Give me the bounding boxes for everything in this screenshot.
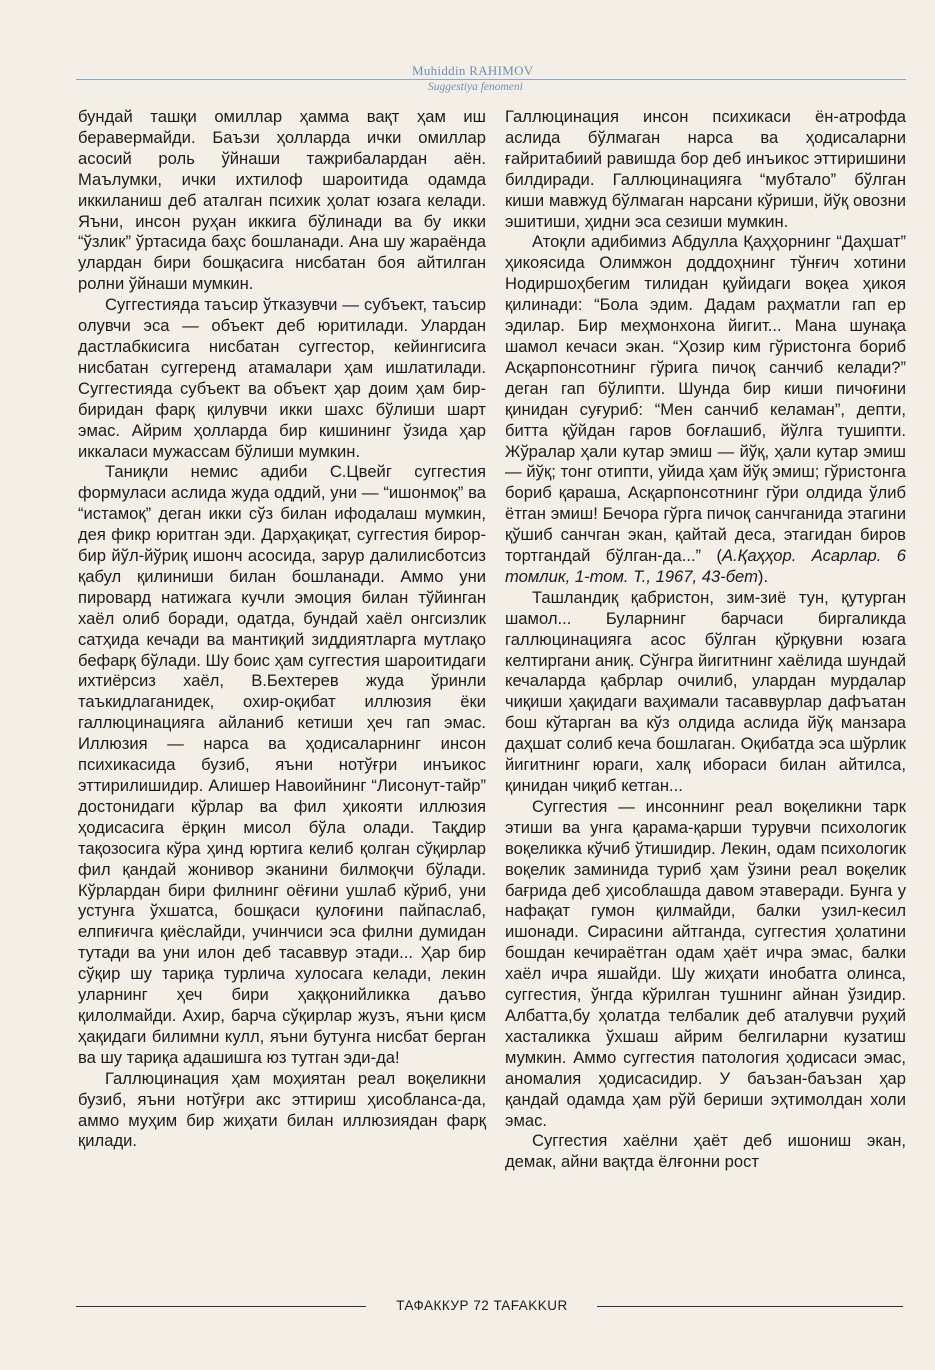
footer-rule-left bbox=[76, 1306, 366, 1307]
paragraph-text: Атоқли адибимиз Абдулла Қаҳҳорнинг “Даҳшат” ҳикоясида Олимжон доддоҳнинг тўнғич хотини Нодиршоҳбегим тилидан қуйидаги воқеа ҳикоя қилинади: “Бола эдим. Дадам раҳматли гап ер эдилар. Бир меҳмонхона йигит... Мана шунақа шамол кечаси экан. “Ҳозир ким гўристонга бориб Асқарпонсотнинг гўрига пичоқ санчиб келади?” деган гап бўлипти. Шунда бир киши пичоғини қинидан суғуриб: “Мен санчиб келаман”, депти, битта қўйдан гаров боғлашиб, йўлга тушипти. Жўралар ҳали кутар эмиш — йўқ, ҳали кутар эмиш — йўқ; тонг отипти, уйида ҳам йўқ эмиш; гўристонга бориб қараша, Асқарпонсотнинг гўри олдида ўлиб ётган эмиш! Бечора гўрга пичоқ санчганида этагини қўшиб санчган экан, қайтай деса, этагидан биров тортгандай бўлган-да...” ( bbox=[505, 232, 906, 566]
paragraph: Галлюцинация инсон психикаси ён-атрофда аслида бўлмаган нарса ва ҳодисаларни ғайритабиий равишда бор деб инъикос эттиришини билдиради. Галлюцинацияга “мубтало” бўлган киши мавжуд бўлмаган нарсани кўриши, йўқ овозни эшитиши, ҳидни эса сезиши мумкин. bbox=[505, 107, 906, 231]
header-rule bbox=[76, 79, 906, 80]
paragraph: бундай ташқи омиллар ҳамма вақт ҳам иш беравермайди. Баъзи ҳолларда ички омиллар асосий роль ўйнаши тажрибалардан аён. Маълумки, ички ихтилоф шароитида одамда иккиланиш деб аталган психик ҳолат юзага келади. Яъни, инсон руҳан иккига бўлинади ва бу икки “ўзлик” ўртасида баҳс бошланади. Ана шу жараёнда улардан бири бошқасига нисбатан боя айтилган ролни ўйнаши мумкин. bbox=[78, 107, 486, 294]
citation-close: ). bbox=[757, 566, 769, 586]
paragraph: Ташландиқ қабристон, зим-зиё тун, қутурган шамол... Буларнинг барчаси биргаликда галлюцинацияга асос бўлган қўрқувни юзага келтиргани аниқ. Сўнгра йигитнинг хаёлида шундай кечаларда қабрлар очилиб, улардан мурдалар чиқиши ҳақидаги ваҳимали тасаввурлар дафъатан бош кўтарган ва кўз олдида аслида йўқ манзара даҳшат солиб кеча бошлаган. Оқибатда эса шўрлик йигитнинг юраги, халқ ибораси билан айтилса, қинидан чиқиб кетган... bbox=[505, 587, 906, 795]
right-column bbox=[505, 107, 906, 1173]
paragraph: Суггестияда таъсир ўтказувчи — субъект, таъсир олувчи эса — объект деб юритилади. Улардан дастлабкисига нисбатан суггестор, кейингисига нисбатан суггеренд атамалари ҳам ишлатилади. Суггестияда субъект ва объект ҳар доим ҳам бир-биридан фарқ қилувчи икки шахс бўлиши шарт эмас. Айрим ҳолларда бир кишининг ўзида ҳар иккаласи мужассам бўлиши мумкин. bbox=[78, 295, 486, 461]
running-head-author: Muhiddin RAHIMOV bbox=[412, 63, 534, 78]
paragraph: Суггестия хаёлни ҳаёт деб ишониш экан, демак, айни вақтда ёлғонни рост bbox=[505, 1131, 906, 1172]
footer-rule-right bbox=[597, 1306, 903, 1307]
running-header bbox=[0, 60, 935, 100]
running-head-series: Suggestiya fenomeni bbox=[428, 81, 523, 93]
paragraph-with-citation bbox=[505, 232, 906, 587]
page-footer bbox=[0, 1298, 935, 1328]
citation: А.Қаҳҳор. Асарлар. 6 томлик, 1-том. Т., 1967, 43-бет bbox=[505, 546, 906, 586]
left-column bbox=[78, 107, 486, 1152]
paragraph: Таниқли немис адиби С.Цвейг суггестия формуласи аслида жуда оддий, уни — “ишонмоқ” ва “истамоқ” деган икки сўз билан ифодалаш мумкин, дея фикр юритган эди. Дарҳақиқат, суггестия бирор-бир йўл-йўриқ ишонч асосида, зарур далилисботсиз қабул қилиниши билан бошланади. Аммо уни пировард натижага кучли эмоция билан тўйинган хаёл олиб боради, одатда, бундай хаёл онгсизлик сатҳида кечади ва мантиқий зиддиятларга мутлақо бефарқ бўлади. Шу боис ҳам суггестия шароитидаги ихтиёрсиз хаёл, В.Бехтерев жуда ўринли таъкидлаганидек, охир-оқибат иллюзия ёки галлюцинацияга айланиб кетиши ҳеч гап эмас. Иллюзия — нарса ва ҳодисаларнинг инсон психикасида бузиб, яъни нотўғри инъикос эттирилишидир. Алишер Навоийнинг “Лисонут-тайр” достонидаги кўрлар ва фил ҳикояти иллюзия ҳодисасига ёрқин мисол бўла олади. Тақдир тақозосига кўра ҳинд юртига келиб қолган сўқирлар фил қандай жонивор эканини билмоқчи бўлади. Кўрлардан бири филнинг оёғини ушлаб кўриб, уни устунга ўхшатса, бошқаси қулоғини пайпаслаб, елпиғичга қиёслайди, учинчиси эса филни думидан тутади ва уни илон деб тасаввур этади... Ҳар бир сўқир шу тариқа турлича хулосага келади, лекин уларнинг ҳеч бири ҳаққонийликка даъво қилолмайди. Ахир, барча сўқирлар жузъ, яъни қисм ҳақидаги билимни кулл, яъни бутунга нисбат берган ва шу тариқа адашишга юз тутган эди-да! bbox=[78, 462, 486, 1067]
page-folio: ТАФАККУР 72 TAFAKKUR bbox=[396, 1298, 568, 1313]
paragraph: Суггестия — инсоннинг реал воқеликни тарк этиши ва унга қарама-қарши турувчи психологик воқеликка кўчиб ўтишидир. Лекин, одам психологик воқелик заминида туриб ҳам ўзини реал воқелик бағрида деб ҳисоблашда давом этаверади. Бунга у нафақат гумон қилмайди, балки узил-кесил ишонади. Сирасини айтганда, суггестия ҳолатини бошдан кечираётган одам ҳаёт ичра эмас, балки хаёл ичра яшайди. Шу жиҳати инобатга олинса, суггестия, ўнгда кўрилган тушнинг айнан ўзидир. Албатта,бу ҳолатда телбалик деб аталувчи руҳий хасталикка ўхшаш айрим белгиларни кузатиш мумкин. Аммо суггестия патология ҳодисаси эмас, аномалия ҳодисасидир. У баъзан-баъзан ҳар қандай одамда ҳам рўй бериши эҳтимолдан холи эмас. bbox=[505, 796, 906, 1130]
paragraph: Галлюцинация ҳам моҳиятан реал воқеликни бузиб, яъни нотўғри акс эттириш ҳисобланса-да, аммо муҳим бир жиҳати билан иллюзиядан фарқ қилади. bbox=[78, 1068, 486, 1151]
